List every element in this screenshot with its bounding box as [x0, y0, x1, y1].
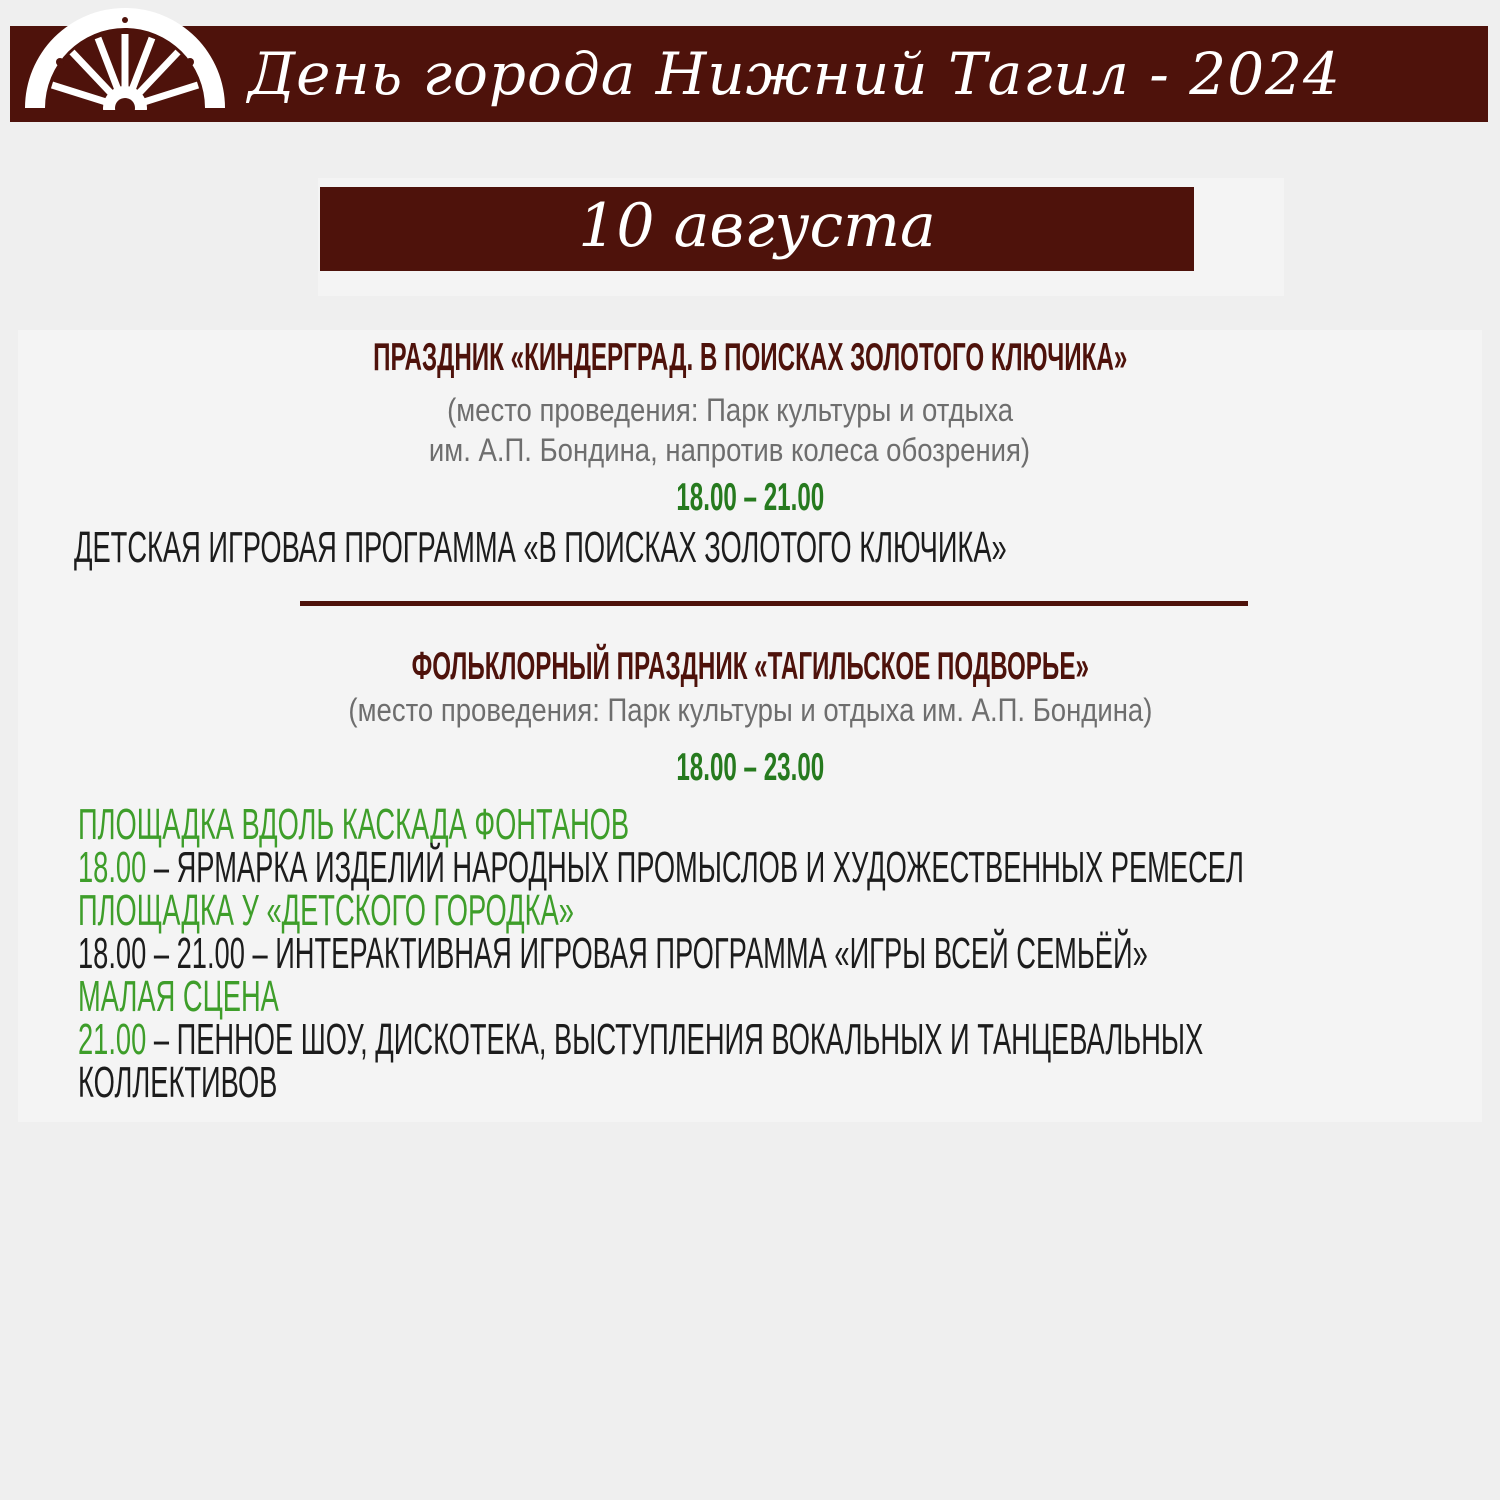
venue-time: 21.00: [78, 1015, 147, 1064]
event-title: ПРАЗДНИК «КИНДЕРГРАД. В ПОИСКАХ ЗОЛОТОГО КЛЮЧИКА»: [372, 336, 1128, 379]
event-program: ДЕТСКАЯ ИГРОВАЯ ПРОГРАММА «В ПОИСКАХ ЗОЛОТОГО КЛЮЧИКА»: [74, 523, 1007, 572]
venue-activity: 18.00 – 21.00 – ИНТЕРАКТИВНАЯ ИГРОВАЯ ПРОГРАММА «ИГРЫ ВСЕЙ СЕМЬЁЙ»: [78, 929, 1148, 978]
venue-time: 18.00: [78, 843, 147, 892]
event-location-line2: им. А.П. Бондина, напротив колеса обозрения): [429, 432, 1031, 468]
page-title: День города Нижний Тагил - 2024: [248, 40, 1341, 108]
venue-name: ПЛОЩАДКА У «ДЕТСКОГО ГОРОДКА»: [78, 886, 574, 935]
date-label: 10 августа: [320, 187, 1194, 271]
event-location-line1: (место проведения: Парк культуры и отдыха: [447, 392, 1013, 428]
venue-activity-continued: КОЛЛЕКТИВОВ: [78, 1058, 278, 1107]
event-time: 18.00 – 21.00: [676, 476, 824, 519]
venue-name: ПЛОЩАДКА ВДОЛЬ КАСКАДА ФОНТАНОВ: [78, 800, 630, 849]
event-time: 18.00 – 23.00: [676, 746, 824, 789]
event-title: ФОЛЬКЛОРНЫЙ ПРАЗДНИК «ТАГИЛЬСКОЕ ПОДВОРЬЕ»: [411, 645, 1089, 688]
event-location: (место проведения: Парк культуры и отдыха им. А.П. Бондина): [348, 692, 1152, 728]
venue-activity: – ЯРМАРКА ИЗДЕЛИЙ НАРОДНЫХ ПРОМЫСЛОВ И ХУДОЖЕСТВЕННЫХ РЕМЕСЕЛ: [146, 843, 1244, 892]
section-divider: [300, 601, 1248, 606]
venue-activity: – ПЕННОЕ ШОУ, ДИСКОТЕКА, ВЫСТУПЛЕНИЯ ВОКАЛЬНЫХ И ТАНЦЕВАЛЬНЫХ: [146, 1015, 1204, 1064]
venue-name: МАЛАЯ СЦЕНА: [78, 972, 279, 1021]
wheel-emblem-icon: [20, 0, 230, 110]
